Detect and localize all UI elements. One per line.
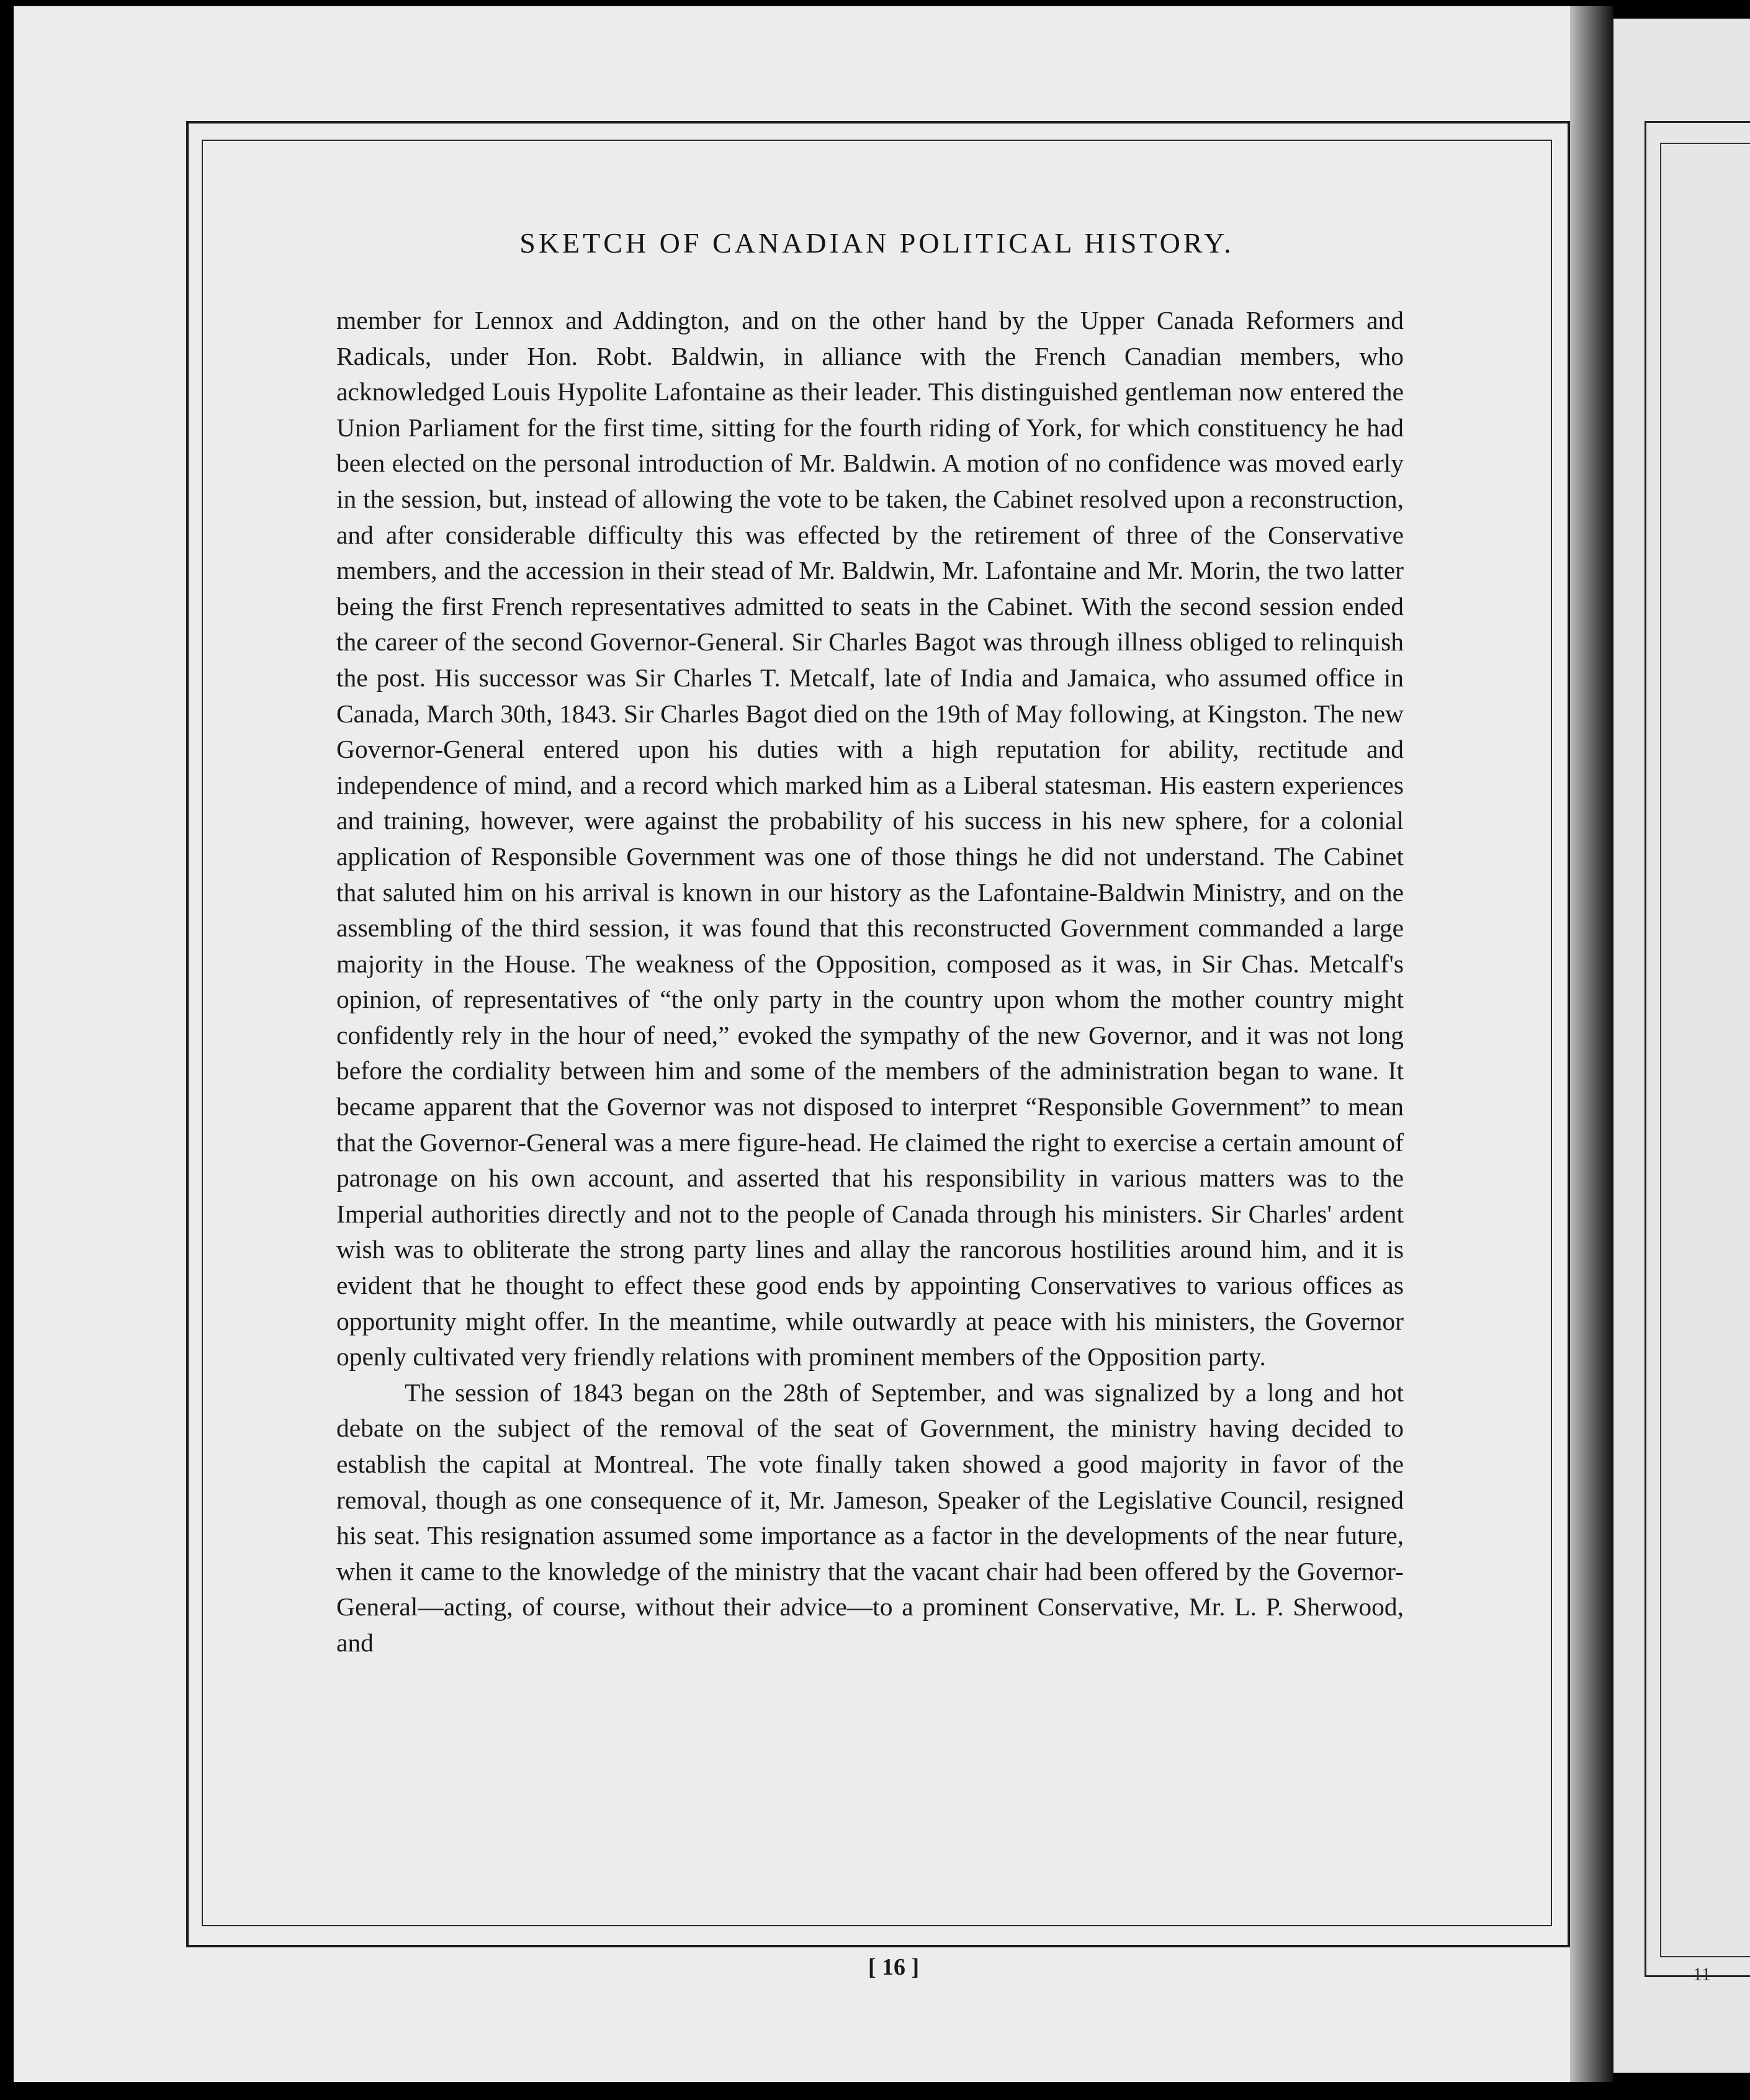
paragraph-1: member for Lennox and Addington, and on the other hand by the Upper Canada Reformers and Radicals, under Hon. Robt. Baldwin, in alliance with the French Canadian members, who acknowledged Louis Hypolite Lafontaine as their leader. This distinguished gentleman now entered the Union Parliament for the first time, sitting for the fourth riding of York, for which constituency he had been elected on the personal introduction of Mr. Baldwin. A motion of no confidence was moved early in the session, but, instead of allowing the vote to be taken, the Cabinet resolved upon a reconstruction, and after considerable difficulty this was effected by the retirement of three of the Conservative members, and the accession in their stead of Mr. Baldwin, Mr. Lafontaine and Mr. Morin, the two latter being the first French representatives admitted to seats in the Cabinet. With the second session ended the career of the second Governor-General. Sir Charles Bagot was through illness obliged to relinquish the post. His successor was Sir Charles T. Metcalf, late of India and Jamaica, who assumed office in Canada, March 30th, 1843. Sir Charles Bagot died on the 19th of May following, at Kingston. The new Governor-General entered upon his duties with a high reputation for ability, rectitude and independence of mind, and a record which marked him as a Liberal statesman. His eastern experiences and training, however, were against the probability of his success in his new sphere, for a colonial application of Responsible Government was one of those things he did not understand. The Cabinet that saluted him on his arrival is known in our history as the Lafontaine-Baldwin Ministry, and on the assembling of the third session, it was found that this reconstructed Government commanded a large majority in the House. The weakness of the Opposition, composed as it was, in Sir Chas. Metcalf's opinion, of representatives of “the only party in the country upon whom the mother country might confidently rely in the hour of need,” evoked the sympathy of the new Governor, and it was not long before the cordiality between him and some of the members of the administration began to wane. It became apparent that the Governor was not disposed to interpret “Responsible Government” to mean that the Governor-General was a mere figure-head. He claimed the right to exercise a certain amount of patronage on his own account, and asserted that his responsibility in various matters was to the Imperial authorities directly and not to the people of Canada through his ministers. Sir Charles' ardent wish was to obliterate the strong party lines and allay the rancorous hostilities around him, and it is evident that he thought to effect these good ends by appointing Conservatives to various offices as opportunity might offer. In the meantime, while outwardly at peace with his ministers, the Governor openly cultivated very friendly relations with prominent members of the Opposition party. xyxy=(336,306,1404,1371)
paragraph-2: The session of 1843 began on the 28th of September, and was signalized by a long and hot debate on the subject of the removal of the seat of Government, the ministry having decided to establish the capital at Montreal. The vote finally taken showed a good majority in favor of the removal, though as one consequence of it, Mr. Jameson, Speaker of the Legislative Council, resigned his seat. This resignation assumed some importance as a factor in the developments of the near future, when it came to the knowledge of the ministry that the vacant chair had been offered by the Governor-General—acting, of course, without their advice—to a prominent Conservative, Mr. L. P. Sherwood, and xyxy=(336,1378,1404,1657)
facing-page-number: 11 xyxy=(1693,1964,1711,1985)
facing-page-frame-inner xyxy=(1660,143,1750,1957)
page-number: [ 16 ] xyxy=(868,1954,920,1980)
running-head: SKETCH OF CANADIAN POLITICAL HISTORY. xyxy=(519,227,1234,259)
body-text xyxy=(336,303,1404,1661)
page-gutter-shadow xyxy=(1570,6,1613,2082)
